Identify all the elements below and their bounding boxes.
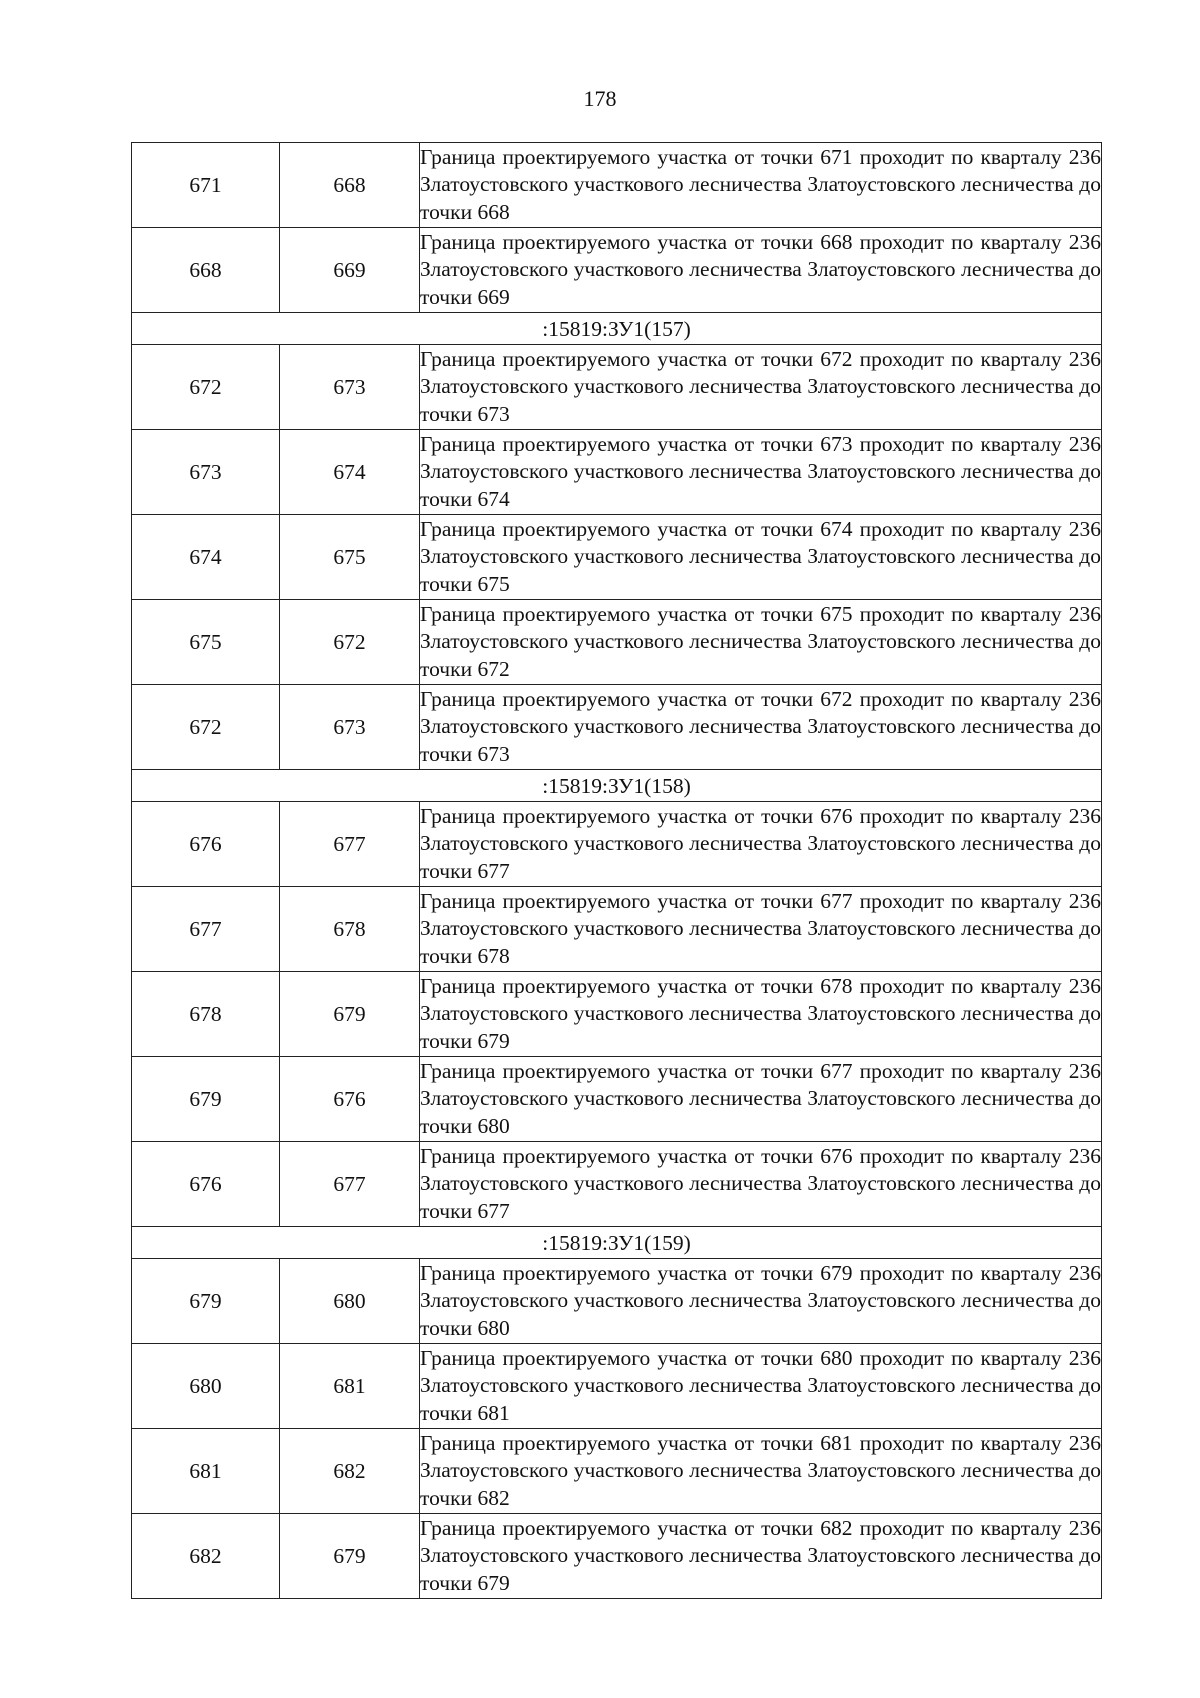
table-row: [132, 345, 1102, 430]
point-from-cell: 678: [132, 972, 280, 1057]
point-from-cell: 681: [132, 1429, 280, 1514]
description-cell: Граница проектируемого участка от точки 672 проходит по кварталу 236 Златоустовского участкового лесничества Златоустовского лесничества до точки 673: [420, 345, 1102, 430]
section-heading-row: [132, 313, 1102, 345]
section-heading: :15819:ЗУ1(157): [132, 313, 1102, 345]
point-from-cell: 677: [132, 887, 280, 972]
point-from-cell: 674: [132, 515, 280, 600]
point-to-cell: 674: [280, 430, 420, 515]
section-heading: :15819:ЗУ1(158): [132, 770, 1102, 802]
description-cell: Граница проектируемого участка от точки 679 проходит по кварталу 236 Златоустовского участкового лесничества Златоустовского лесничества до точки 680: [420, 1259, 1102, 1344]
description-cell: Граница проектируемого участка от точки 671 проходит по кварталу 236 Златоустовского участкового лесничества Златоустовского лесничества до точки 668: [420, 143, 1102, 228]
point-from-cell: 671: [132, 143, 280, 228]
description-cell: Граница проектируемого участка от точки 675 проходит по кварталу 236 Златоустовского участкового лесничества Златоустовского лесничества до точки 672: [420, 600, 1102, 685]
point-from-cell: 675: [132, 600, 280, 685]
section-heading-row: [132, 1227, 1102, 1259]
point-from-cell: 679: [132, 1057, 280, 1142]
point-to-cell: 678: [280, 887, 420, 972]
point-from-cell: 672: [132, 345, 280, 430]
point-from-cell: 679: [132, 1259, 280, 1344]
section-heading-row: [132, 770, 1102, 802]
description-cell: Граница проектируемого участка от точки 676 проходит по кварталу 236 Златоустовского участкового лесничества Златоустовского лесничества до точки 677: [420, 802, 1102, 887]
description-cell: Граница проектируемого участка от точки 681 проходит по кварталу 236 Златоустовского участкового лесничества Златоустовского лесничества до точки 682: [420, 1429, 1102, 1514]
point-from-cell: 673: [132, 430, 280, 515]
point-to-cell: 682: [280, 1429, 420, 1514]
table-row: [132, 600, 1102, 685]
point-from-cell: 680: [132, 1344, 280, 1429]
description-cell: Граница проектируемого участка от точки 673 проходит по кварталу 236 Златоустовского участкового лесничества Златоустовского лесничества до точки 674: [420, 430, 1102, 515]
description-cell: Граница проектируемого участка от точки 672 проходит по кварталу 236 Златоустовского участкового лесничества Златоустовского лесничества до точки 673: [420, 685, 1102, 770]
description-cell: Граница проектируемого участка от точки 674 проходит по кварталу 236 Златоустовского участкового лесничества Златоустовского лесничества до точки 675: [420, 515, 1102, 600]
description-cell: Граница проектируемого участка от точки 677 проходит по кварталу 236 Златоустовского участкового лесничества Златоустовского лесничества до точки 680: [420, 1057, 1102, 1142]
description-cell: Граница проектируемого участка от точки 682 проходит по кварталу 236 Златоустовского участкового лесничества Златоустовского лесничества до точки 679: [420, 1514, 1102, 1599]
page-number: 178: [583, 86, 617, 111]
point-from-cell: 676: [132, 1142, 280, 1227]
table-row: [132, 143, 1102, 228]
description-cell: Граница проектируемого участка от точки 668 проходит по кварталу 236 Златоустовского участкового лесничества Златоустовского лесничества до точки 669: [420, 228, 1102, 313]
point-to-cell: 681: [280, 1344, 420, 1429]
table-row: [132, 1344, 1102, 1429]
point-to-cell: 669: [280, 228, 420, 313]
point-to-cell: 679: [280, 972, 420, 1057]
table-row: [132, 1514, 1102, 1599]
point-from-cell: 672: [132, 685, 280, 770]
point-from-cell: 682: [132, 1514, 280, 1599]
point-from-cell: 668: [132, 228, 280, 313]
point-to-cell: 675: [280, 515, 420, 600]
table-row: [132, 515, 1102, 600]
point-to-cell: 677: [280, 802, 420, 887]
table-body: [132, 143, 1102, 1599]
table-row: [132, 1259, 1102, 1344]
description-cell: Граница проектируемого участка от точки 677 проходит по кварталу 236 Златоустовского участкового лесничества Златоустовского лесничества до точки 678: [420, 887, 1102, 972]
point-to-cell: 677: [280, 1142, 420, 1227]
description-cell: Граница проектируемого участка от точки 680 проходит по кварталу 236 Златоустовского участкового лесничества Златоустовского лесничества до точки 681: [420, 1344, 1102, 1429]
point-to-cell: 672: [280, 600, 420, 685]
table-row: [132, 228, 1102, 313]
description-cell: Граница проектируемого участка от точки 678 проходит по кварталу 236 Златоустовского участкового лесничества Златоустовского лесничества до точки 679: [420, 972, 1102, 1057]
point-to-cell: 679: [280, 1514, 420, 1599]
point-to-cell: 680: [280, 1259, 420, 1344]
table-row: [132, 802, 1102, 887]
table-row: [132, 1429, 1102, 1514]
point-to-cell: 668: [280, 143, 420, 228]
point-to-cell: 673: [280, 345, 420, 430]
table-row: [132, 1142, 1102, 1227]
boundary-table: [131, 142, 1102, 1599]
section-heading: :15819:ЗУ1(159): [132, 1227, 1102, 1259]
table-row: [132, 685, 1102, 770]
description-cell: Граница проектируемого участка от точки 676 проходит по кварталу 236 Златоустовского участкового лесничества Златоустовского лесничества до точки 677: [420, 1142, 1102, 1227]
table-row: [132, 972, 1102, 1057]
table-row: [132, 1057, 1102, 1142]
point-to-cell: 676: [280, 1057, 420, 1142]
table-row: [132, 430, 1102, 515]
point-to-cell: 673: [280, 685, 420, 770]
table-row: [132, 887, 1102, 972]
point-from-cell: 676: [132, 802, 280, 887]
